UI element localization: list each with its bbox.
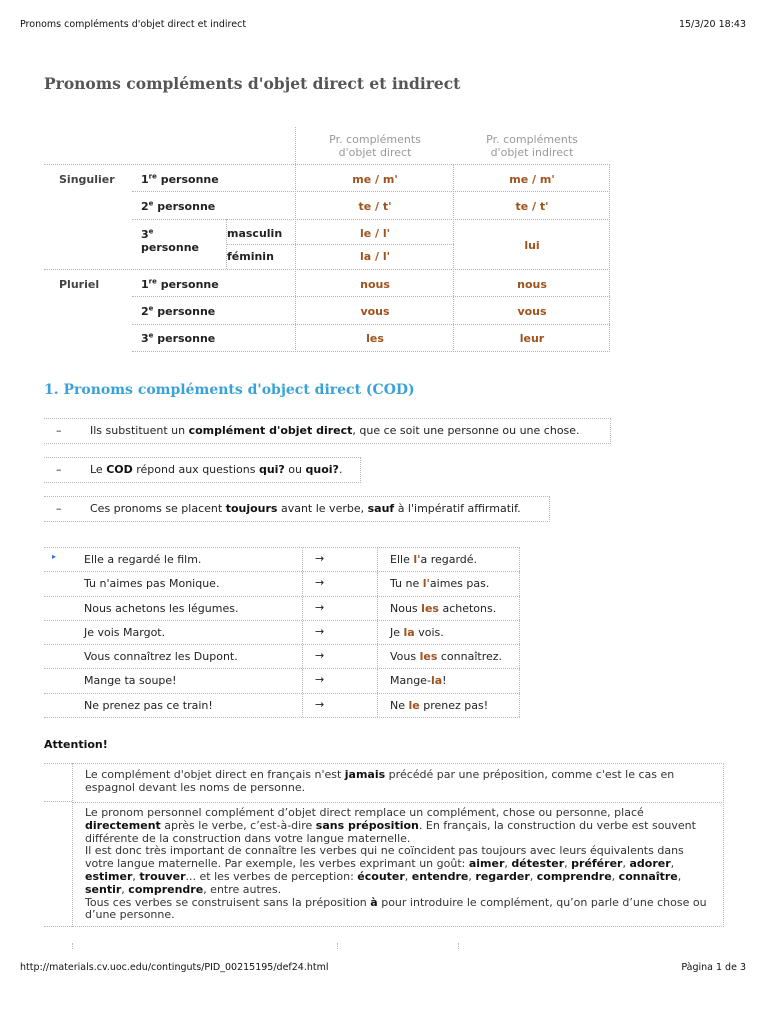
t-bold: complément d'objet direct: [188, 424, 353, 437]
person-p1: [141, 278, 219, 291]
t: , entre autres.: [203, 882, 282, 896]
p1-direct: nous: [360, 278, 390, 291]
label-pluriel: Pluriel: [59, 278, 100, 291]
t: ,: [564, 857, 572, 871]
t: à l'impératif affirmatif.: [394, 502, 521, 515]
header-direct-line1: Pr. compléments: [329, 133, 421, 146]
t: .: [338, 463, 343, 476]
t-bold: quoi?: [305, 463, 339, 476]
t: Vous: [390, 650, 420, 664]
t: Ne: [390, 698, 409, 712]
pronoun: l': [413, 553, 421, 566]
arrow-icon: →: [315, 552, 325, 565]
sup: re: [148, 277, 157, 286]
example-row: [44, 668, 520, 692]
paragraph-2: [85, 845, 713, 896]
print-footer-page: Pàgina 1 de 3: [681, 962, 746, 973]
p1-indirect: nous: [517, 278, 547, 291]
t: Le: [90, 463, 107, 476]
example-sentence: Ne prenez pas ce train!: [84, 698, 213, 712]
p2-direct: vous: [360, 305, 390, 318]
verb: sentir: [85, 882, 122, 896]
example-result: [390, 577, 489, 590]
section-title-cod: 1. Pronoms compléments d'object direct (COD): [44, 382, 415, 398]
print-header: [20, 19, 746, 33]
t: ,: [622, 857, 630, 871]
t: ,: [670, 857, 675, 871]
sup: e: [148, 331, 154, 340]
paragraph-1: [85, 807, 713, 845]
arrow-icon: →: [315, 649, 325, 663]
example-result: [390, 650, 502, 663]
t: , que ce soit une personne ou une chose.: [352, 424, 580, 437]
t-bold: qui?: [258, 463, 285, 476]
t: précédé par une préposition, comme c'est le cas en espagnol devant les noms de personne.: [85, 768, 675, 794]
t: ,: [504, 857, 512, 871]
t: !: [442, 674, 447, 688]
person-p2: [141, 305, 215, 318]
t-bold: toujours: [225, 502, 278, 515]
example-row: [44, 596, 520, 620]
personne: personne: [160, 173, 219, 186]
personne: personne: [157, 332, 216, 345]
print-header-title: Pronoms compléments d'objet direct et indirect: [20, 19, 247, 30]
t: ou: [284, 463, 306, 476]
t-bold: à: [370, 895, 378, 909]
examples-table: [44, 547, 520, 718]
t: Je: [390, 625, 404, 639]
verb: aimer: [468, 857, 505, 871]
verb: détester: [511, 857, 565, 871]
example-result: [390, 674, 447, 687]
num: 1: [141, 173, 149, 186]
t: Nous: [390, 601, 422, 615]
t: ,: [121, 882, 129, 896]
example-row: [44, 693, 520, 718]
attention-box-1: [72, 763, 724, 803]
t: Le pronom personnel complément d’objet direct remplace un complément, chose ou personne, placé: [85, 806, 644, 819]
arrow-icon: →: [315, 697, 325, 711]
num: 3: [141, 332, 149, 345]
sup: e: [148, 199, 154, 208]
t: Tu ne: [390, 577, 423, 591]
dash: –: [56, 463, 62, 476]
example-sentence: Nous achetons les légumes.: [84, 601, 239, 615]
s3m-direct: le / l': [359, 227, 391, 240]
example-sentence: Vous connaîtrez les Dupont.: [84, 650, 238, 664]
verb: adorer: [629, 857, 671, 871]
print-header-datetime: 15/3/20 18:43: [678, 19, 746, 30]
attention-box-1-text: [85, 769, 713, 795]
person-s2: [141, 200, 215, 213]
print-footer-url: http://materials.cv.uoc.edu/continguts/PID_00215195/def24.html: [20, 962, 329, 973]
t: ,: [132, 869, 140, 883]
dash: –: [56, 502, 62, 515]
example-row: [44, 571, 520, 595]
pronoun: l': [422, 577, 430, 591]
t: Le complément d'objet direct en français n'est: [85, 768, 345, 781]
verb: regarder: [475, 869, 530, 883]
example-result: [390, 626, 444, 639]
note-3-text: [90, 502, 521, 515]
note-1: [44, 418, 611, 444]
example-result: [390, 553, 477, 566]
header-indirect-line2: d'objet indirect: [490, 146, 574, 159]
person-p3: [141, 332, 215, 345]
t: aimes pas.: [429, 577, 490, 591]
s3-indirect: lui: [524, 239, 540, 252]
t-bold: COD: [106, 463, 133, 476]
example-sentence: Elle a regardé le film.: [84, 553, 202, 566]
person-s3: [141, 228, 199, 254]
t: ,: [468, 869, 476, 883]
num: 3: [141, 228, 149, 241]
t: ... et les verbes de perception:: [185, 869, 358, 883]
personne: personne: [141, 241, 199, 254]
verb: comprendre: [128, 882, 204, 896]
note-2: [44, 457, 361, 483]
pronoun: la: [403, 625, 415, 639]
pronoun: les: [419, 650, 438, 664]
header-direct-line2: d'objet direct: [338, 146, 412, 159]
paragraph-3: [85, 897, 713, 923]
example-result: [390, 699, 488, 712]
p3-indirect: leur: [519, 332, 545, 345]
header-direct: [296, 133, 454, 159]
t: connaîtrez.: [437, 650, 503, 664]
label-masculin: masculin: [227, 227, 283, 240]
t: avant le verbe,: [277, 502, 368, 515]
t: Tous ces verbes se construisent sans la préposition: [85, 895, 371, 909]
num: 2: [141, 305, 149, 318]
num: 1: [141, 278, 149, 291]
verb: connaître: [618, 869, 678, 883]
s1-direct: me / m': [352, 173, 398, 186]
sup: re: [148, 172, 157, 181]
t: Il est donc très important de connaître les verbes qui ne coïncident pas toujours avec leurs équivalents dans votre langue maternelle. Par exemple, les verbes exprimant un goût:: [85, 844, 684, 871]
personne: personne: [157, 305, 216, 318]
example-row: [44, 620, 520, 644]
t: pour introduire le complément, qu’on parle d’une chose ou d’une personne.: [85, 895, 707, 922]
t: prenez pas!: [419, 698, 489, 712]
arrow-icon: →: [315, 673, 325, 687]
example-row: [44, 644, 520, 668]
t: après le verbe, c’est-à-dire: [160, 818, 316, 832]
personne: personne: [157, 200, 216, 213]
t-bold: sans préposition: [315, 818, 419, 832]
sup: e: [148, 227, 154, 236]
t: Mange-: [390, 674, 431, 688]
t: ,: [404, 869, 412, 883]
pronoun: la: [430, 674, 443, 688]
verb: estimer: [85, 869, 133, 883]
t: répond aux questions: [132, 463, 259, 476]
dash: –: [56, 424, 62, 437]
p2-indirect: vous: [517, 305, 547, 318]
num: 2: [141, 200, 149, 213]
s2-direct: te / t': [358, 200, 392, 213]
verb: trouver: [139, 869, 186, 883]
verb: écouter: [357, 869, 405, 883]
arrow-icon: →: [315, 624, 325, 638]
label-singulier: Singulier: [59, 173, 115, 186]
bullet-marker-icon: ▸: [52, 552, 57, 561]
verb: comprendre: [536, 869, 612, 883]
pronoun: les: [421, 601, 439, 615]
example-sentence: Je vois Margot.: [84, 625, 166, 639]
t: Ils substituent un: [90, 424, 189, 437]
note-3: [44, 496, 550, 522]
t: achetons.: [438, 601, 497, 615]
example-row: [44, 547, 520, 571]
sup: e: [148, 304, 154, 313]
p3-direct: les: [366, 332, 384, 345]
t: . En français, la construction du verbe est souvent différente de la construction dans votre langue maternelle.: [85, 818, 696, 845]
header-indirect-line1: Pr. compléments: [486, 133, 578, 146]
example-sentence: Mange ta soupe!: [84, 674, 177, 688]
person-s1: [141, 173, 219, 186]
t: Elle: [390, 553, 414, 566]
example-sentence: Tu n'aimes pas Monique.: [84, 577, 220, 591]
t-bold: directement: [85, 818, 161, 832]
s2-indirect: te / t': [515, 200, 549, 213]
t: ,: [677, 869, 682, 883]
arrow-icon: →: [315, 600, 325, 614]
t-bold: jamais: [344, 768, 386, 781]
page-title: Pronoms compléments d'objet direct et indirect: [44, 74, 461, 93]
note-2-text: [90, 463, 342, 476]
attention-title: Attention!: [44, 738, 108, 751]
attention-box-2: [72, 802, 724, 927]
t: vois.: [414, 625, 444, 639]
s1-indirect: me / m': [509, 173, 555, 186]
verb: entendre: [411, 869, 469, 883]
verb: préférer: [571, 857, 623, 871]
note-1-text: [90, 424, 580, 437]
pronoun: le: [408, 698, 420, 712]
arrow-icon: →: [315, 576, 325, 590]
header-indirect: [454, 133, 610, 159]
example-result: [390, 602, 496, 615]
t: Ces pronoms se placent: [90, 502, 226, 515]
personne: personne: [160, 278, 219, 291]
t: ,: [611, 869, 619, 883]
s3f-direct: la / l': [359, 250, 390, 263]
attention-box-2-text: [85, 807, 713, 922]
pronoun-table: [44, 127, 610, 352]
t-bold: sauf: [367, 502, 395, 515]
print-footer: [20, 962, 746, 976]
t: a regardé.: [420, 553, 478, 566]
t: ,: [529, 869, 537, 883]
label-feminin: féminin: [227, 250, 274, 263]
